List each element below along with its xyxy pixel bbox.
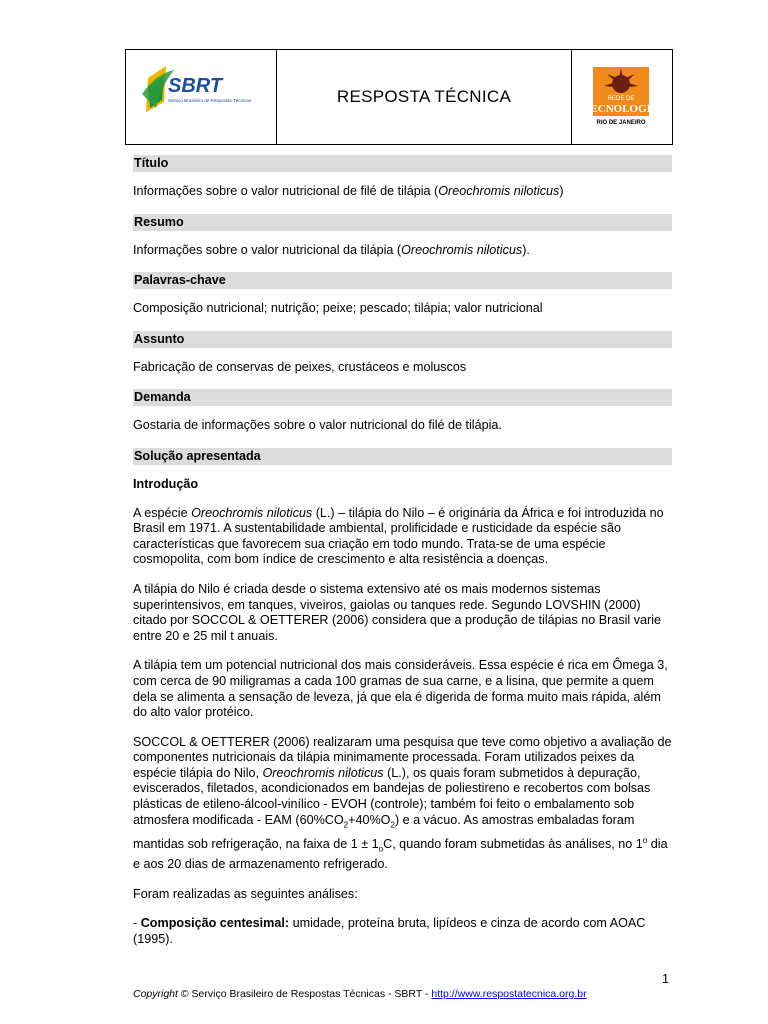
document-body	[133, 155, 672, 961]
sbrt-logo	[126, 50, 276, 144]
page-number: 1	[662, 972, 669, 986]
svg-text:RIO DE JANEIRO: RIO DE JANEIRO	[596, 120, 646, 126]
section-resumo-text: Informações sobre o valor nutricional da tilápia (Oreochromis niloticus).	[133, 242, 530, 257]
footer-link[interactable]: http://www.respostatecnica.org.br	[431, 988, 587, 1000]
intro-paragraph-2: A tilápia do Nilo é criada desde o sistema extensivo até os mais modernos sistemas superintensivos, em tanques, viveiros, gaiolas ou tanques rede. Segundo LOVSHIN (2000) citado por SOCCOL & OETTERER (2006) considera que a produção de tilápias no Brasil varie entre 20 e 25 mil t anuais.	[133, 581, 662, 643]
page-title: RESPOSTA TÉCNICA	[336, 87, 512, 106]
section-resumo-label: Resumo	[133, 214, 672, 231]
svg-text:SBRT: SBRT	[168, 75, 223, 97]
intro-heading: Introdução	[133, 476, 199, 491]
intro-paragraph-1: A espécie Oreochromis niloticus (L.) – tilápia do Nilo – é originária da África e foi introduzida no Brasil em 1971. A sustentabilidade ambiental, prolificidade e rusticidade da espécie são características que favorecem sua criação em todo mundo. Trata-se de uma espécie cosmopolita, com bom índice de crescimento e alta resistência a doenças.	[133, 505, 664, 567]
sbrt-logo-cell	[126, 50, 277, 144]
rede-tecnologia-logo	[572, 50, 671, 144]
section-titulo-label: Título	[133, 155, 672, 172]
section-demanda-label: Demanda	[133, 389, 672, 406]
footer-copyright: Copyright © Serviço Brasileiro de Respostas Técnicas - SBRT - http://www.respostatecnica.org.br	[133, 988, 587, 1000]
svg-text:REDE DE: REDE DE	[607, 96, 635, 102]
svg-text:Serviço Brasileiro de Resposta: Serviço Brasileiro de Respostas Técnicas	[168, 98, 251, 103]
section-solucao-label: Solução apresentada	[133, 448, 672, 465]
section-palavras-text: Composição nutricional; nutrição; peixe; pescado; tilápia; valor nutricional	[133, 301, 543, 316]
rede-tecnologia-logo-cell	[571, 50, 672, 144]
section-demanda-text: Gostaria de informações sobre o valor nutricional do filé de tilápia.	[133, 418, 502, 433]
section-palavras-label: Palavras-chave	[133, 272, 672, 289]
intro-paragraph-3: A tilápia tem um potencial nutricional dos mais consideráveis. Essa espécie é rica em Ômega 3, com cerca de 90 miligramas a cada 100 gramas de sua carne, e a lisina, que permite a quem dela se alimenta a sensação de leveza, já que ela é digerida de forma muito mais rápida, além do alto valor protéico.	[133, 658, 668, 720]
section-assunto-label: Assunto	[133, 331, 672, 348]
intro-paragraph-6: - Composição centesimal: umidade, proteína bruta, lipídeos e cinza de acordo com AOAC (1995).	[133, 916, 646, 946]
svg-text:TECNOLOGIA: TECNOLOGIA	[583, 103, 659, 115]
section-titulo-text: Informações sobre o valor nutricional de filé de tilápia (Oreochromis niloticus)	[133, 184, 564, 198]
section-assunto-text: Fabricação de conservas de peixes, crustáceos e moluscos	[133, 359, 467, 374]
document-header	[125, 49, 673, 145]
intro-paragraph-5: Foram realizadas as seguintes análises:	[133, 886, 358, 901]
intro-paragraph-4: SOCCOL & OETTERER (2006) realizaram uma pesquisa que teve como objetivo a avaliação de componentes nutricionais da tilápia minimamente processada. Foram utilizados peixes da espécie tilápia do Nilo, Oreochromis niloticus (L.), os quais foram submetidos à depuração, eviscerados, filetados, acondicionados em bandejas de poliestireno e recobertos com bolsas plásticas de etileno-álcool-vinílico - EVOH (controle); também foi feito o embalamento sob atmosfera modificada - EAM $(60\%CO_2+40\%O_2)$ e a vácuo. As amostras embaladas foram mantidas sob refrigeração, na faixa de $1 \pm 1_oC$, quando foram submetidas às análises, no 1$^o$ dia e aos 20 dias de armazenamento refrigerado.	[133, 734, 672, 872]
